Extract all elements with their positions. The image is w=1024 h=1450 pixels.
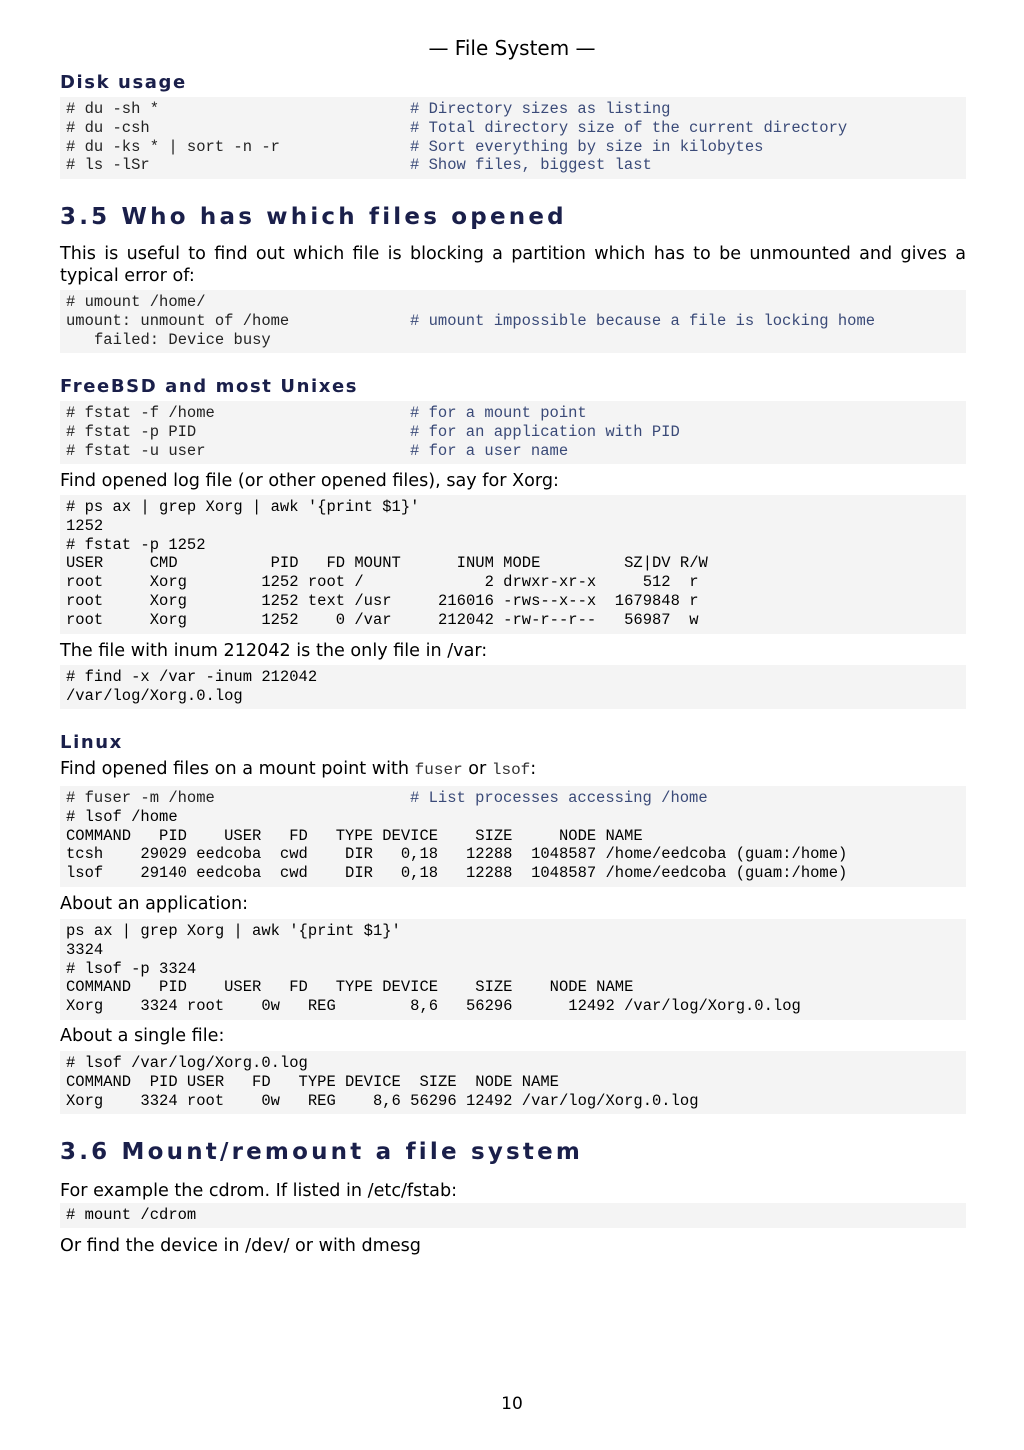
code-comment: # Show files, biggest last bbox=[410, 156, 652, 175]
linux-heading: Linux bbox=[60, 732, 123, 753]
code-line: lsof 29140 eedcoba cwd DIR 0,18 12288 1048587 /home/eedcoba (guam:/home) bbox=[66, 864, 848, 883]
section-3-6-intro: For example the cdrom. If listed in /etc/fstab: bbox=[60, 1181, 458, 1201]
code-line: # lsof -p 3324 bbox=[66, 959, 197, 978]
code-line: root Xorg 1252 text /usr 216016 -rws--x--x 1679848 r bbox=[66, 591, 699, 610]
code-command: # fstat -u user bbox=[66, 441, 206, 460]
code-comment: # Directory sizes as listing bbox=[410, 100, 671, 118]
code-line bbox=[66, 119, 966, 138]
code-line: # lsof /var/log/Xorg.0.log bbox=[66, 1054, 308, 1072]
code-line bbox=[66, 293, 966, 312]
app-text: About an application: bbox=[60, 894, 249, 914]
disk-usage-code-block bbox=[60, 97, 966, 179]
freebsd-heading: FreeBSD and most Unixes bbox=[60, 376, 359, 397]
code-line: ps ax | grep Xorg | awk '{print $1}' bbox=[66, 922, 401, 940]
find-code-block bbox=[60, 665, 966, 709]
code-line: COMMAND PID USER FD TYPE DEVICE SIZE NODE NAME bbox=[66, 978, 634, 997]
code-line: # ps ax | grep Xorg | awk '{print $1}' bbox=[66, 498, 420, 516]
code-comment: # for a user name bbox=[410, 441, 569, 460]
code-command: # du -ks * | sort -n -r bbox=[66, 137, 280, 156]
lsof-inline-code: lsof bbox=[491, 761, 531, 779]
code-output: failed: Device busy bbox=[94, 330, 271, 349]
code-line: COMMAND PID USER FD TYPE DEVICE SIZE NODE NAME bbox=[66, 826, 643, 845]
code-comment: # for an application with PID bbox=[410, 422, 680, 441]
code-command: # fstat -p PID bbox=[66, 422, 197, 441]
code-line bbox=[66, 789, 966, 808]
linux-intro-text: : bbox=[530, 759, 537, 779]
code-line: Xorg 3324 root 0w REG 8,6 56296 12492 /var/log/Xorg.0.log bbox=[66, 1091, 699, 1110]
fstat-xorg-code-block bbox=[60, 495, 966, 634]
running-head: — File System — bbox=[428, 36, 596, 60]
page-number: 10 bbox=[501, 1394, 523, 1414]
code-command: # fuser -m /home bbox=[66, 789, 215, 807]
code-line bbox=[66, 156, 966, 175]
code-command: # fstat -f /home bbox=[66, 404, 215, 422]
fuser-lsof-code-block bbox=[60, 786, 966, 887]
code-command: # du -csh bbox=[66, 118, 150, 137]
code-line: root Xorg 1252 0 /var 212042 -rw-r--r-- 56987 w bbox=[66, 610, 699, 629]
code-line: USER CMD PID FD MOUNT INUM MODE SZ|DV R/W bbox=[66, 554, 708, 573]
code-line: tcsh 29029 eedcoba cwd DIR 0,18 12288 1048587 /home/eedcoba (guam:/home) bbox=[66, 845, 848, 864]
section-3-6-heading: 3.6 Mount/remount a file system bbox=[60, 1139, 584, 1165]
code-line bbox=[66, 404, 966, 423]
disk-usage-heading: Disk usage bbox=[60, 72, 187, 93]
fuser-inline-code: fuser bbox=[414, 761, 463, 779]
xorg-intro: Find opened log file (or other opened files), say for Xorg: bbox=[60, 471, 559, 491]
inum-text: The file with inum 212042 is the only file in /var: bbox=[60, 641, 488, 661]
code-line bbox=[66, 312, 966, 331]
linux-intro-text: Find opened files on a mount point with bbox=[60, 759, 415, 779]
code-line: COMMAND PID USER FD TYPE DEVICE SIZE NODE NAME bbox=[66, 1072, 559, 1091]
linux-intro bbox=[60, 758, 966, 781]
code-line bbox=[66, 442, 966, 461]
file-text: About a single file: bbox=[60, 1026, 225, 1046]
code-command: umount: unmount of /home bbox=[66, 311, 290, 330]
code-comment: # umount impossible because a file is locking home bbox=[410, 311, 876, 330]
code-line: Xorg 3324 root 0w REG 8,6 56296 12492 /var/log/Xorg.0.log bbox=[66, 997, 801, 1016]
code-comment: # Sort everything by size in kilobytes bbox=[410, 137, 764, 156]
code-line: root Xorg 1252 root / 2 drwxr-xr-x 512 r bbox=[66, 573, 699, 592]
mount-code-block bbox=[60, 1203, 966, 1228]
linux-intro-text: or bbox=[462, 759, 492, 779]
fstat-code-block bbox=[60, 401, 966, 464]
section-3-6-outro: Or find the device in /dev/ or with dmesg bbox=[60, 1236, 421, 1256]
umount-error-code-block bbox=[60, 290, 966, 353]
code-comment: # List processes accessing /home bbox=[410, 789, 708, 807]
code-command: # ls -lSr bbox=[66, 156, 150, 175]
code-line bbox=[66, 100, 966, 119]
code-comment: # for a mount point bbox=[410, 404, 587, 422]
code-line: # lsof /home bbox=[66, 807, 178, 826]
section-3-5-intro: This is useful to find out which file is blocking a partition which has to be unmounted and gives a typical error of: bbox=[60, 244, 966, 286]
code-command: # du -sh * bbox=[66, 100, 160, 118]
code-line: # fstat -p 1252 bbox=[66, 535, 206, 554]
code-output: # umount /home/ bbox=[66, 293, 206, 311]
code-line: # find -x /var -inum 212042 bbox=[66, 668, 318, 686]
code-line: /var/log/Xorg.0.log bbox=[66, 686, 243, 705]
lsof-file-code-block bbox=[60, 1051, 966, 1114]
section-3-5-heading: 3.5 Who has which files opened bbox=[60, 204, 567, 230]
code-line bbox=[66, 423, 966, 442]
lsof-app-code-block bbox=[60, 919, 966, 1020]
code-line bbox=[66, 331, 966, 350]
code-line bbox=[66, 138, 966, 157]
code-line: # mount /cdrom bbox=[66, 1206, 197, 1224]
code-comment: # Total directory size of the current directory bbox=[410, 118, 848, 137]
code-line: 3324 bbox=[66, 940, 104, 959]
code-line: 1252 bbox=[66, 516, 104, 535]
